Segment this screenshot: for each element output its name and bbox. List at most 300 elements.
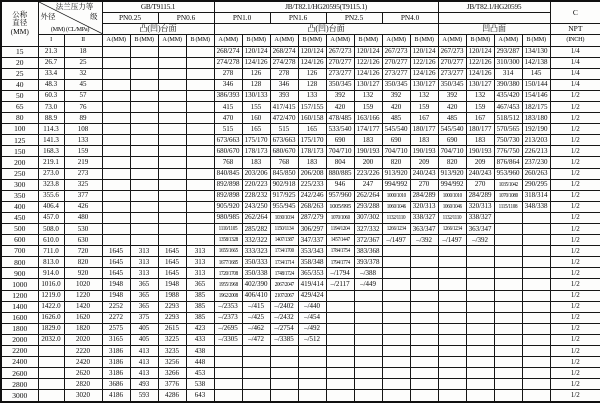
value-cell: 1677/1685 — [214, 257, 242, 268]
value-cell: 593 — [130, 390, 158, 402]
value-cell — [354, 346, 382, 357]
dn-cell: 600 — [1, 235, 38, 246]
value-cell: 1/2 — [550, 157, 600, 168]
value-cell: 610.0 — [38, 235, 64, 246]
value-cell: 270 — [466, 179, 494, 190]
value-cell — [102, 124, 130, 135]
value-cell: 1/4 — [550, 46, 600, 57]
value-cell — [158, 212, 186, 223]
value-cell: –/2353 — [214, 301, 242, 312]
dn-cell: 400 — [1, 201, 38, 212]
jb2-empty-cell — [438, 12, 550, 23]
value-cell: 32 — [64, 68, 102, 79]
table-row — [1, 201, 600, 212]
value-cell: 262/264 — [242, 212, 270, 223]
value-cell: 1/2 — [550, 235, 600, 246]
value-cell: –/440 — [298, 301, 326, 312]
value-cell — [130, 201, 158, 212]
value-cell: 353/343 — [298, 246, 326, 257]
value-cell — [186, 168, 214, 179]
value-cell: 413 — [130, 346, 158, 357]
value-cell: 419/414 — [298, 279, 326, 290]
value-cell: 1000/1010 — [438, 190, 466, 201]
value-cell: 220/223 — [242, 179, 270, 190]
dn-cell: 800 — [1, 257, 38, 268]
value-cell — [242, 368, 270, 379]
dn-cell: 2400 — [1, 357, 38, 368]
value-cell: 1/2 — [550, 246, 600, 257]
value-cell: 134/130 — [522, 46, 550, 57]
subheader-cell: A (MM) — [494, 34, 522, 46]
value-cell: 180/177 — [410, 124, 438, 135]
value-cell: 1794/1774 — [326, 257, 354, 268]
subheader-cell: B (MM) — [354, 34, 382, 46]
value-cell: 1/2 — [550, 201, 600, 212]
table-row — [1, 157, 600, 168]
value-cell: 124/126 — [410, 68, 438, 79]
value-cell: –/472 — [242, 334, 270, 345]
value-cell — [466, 312, 494, 323]
value-cell — [214, 357, 242, 368]
value-cell: 1070/1060 — [326, 212, 354, 223]
value-cell — [38, 346, 64, 357]
table-row — [1, 368, 600, 379]
value-cell: –/2754 — [270, 323, 298, 334]
value-cell — [410, 246, 438, 257]
value-cell — [494, 379, 522, 390]
value-cell: 200 — [354, 157, 382, 168]
value-cell: 178/173 — [298, 146, 326, 157]
value-cell — [130, 190, 158, 201]
value-cell — [102, 68, 130, 79]
dn-cell: 150 — [1, 146, 38, 157]
value-cell: 813.0 — [38, 257, 64, 268]
value-cell: 325 — [64, 179, 102, 190]
value-cell: 3266 — [158, 368, 186, 379]
value-cell — [186, 113, 214, 124]
value-cell: 1/2 — [550, 124, 600, 135]
value-cell — [326, 301, 354, 312]
value-cell — [438, 334, 466, 345]
value-cell: 533/540 — [326, 124, 354, 135]
value-cell — [410, 368, 438, 379]
value-cell: 76 — [64, 101, 102, 112]
value-cell: 433 — [186, 334, 214, 345]
value-cell — [354, 312, 382, 323]
value-cell — [130, 235, 158, 246]
value-cell — [186, 224, 214, 235]
value-cell: 1132/1110 — [438, 212, 466, 223]
value-cell: 313 — [186, 246, 214, 257]
value-cell — [410, 290, 438, 301]
value-cell — [438, 390, 466, 402]
value-cell — [38, 368, 64, 379]
value-cell — [270, 357, 298, 368]
subheader-cell: B (MM) — [410, 34, 438, 46]
value-cell — [466, 379, 494, 390]
subheader-cell: A (MM) — [102, 34, 130, 46]
value-cell — [382, 334, 410, 345]
value-cell: 1420 — [64, 301, 102, 312]
subheader-cell: B (MM) — [466, 34, 494, 46]
value-cell: 120/124 — [354, 46, 382, 57]
value-cell: 457.0 — [38, 212, 64, 223]
value-cell: 268/274 — [214, 46, 242, 57]
value-cell: 2293 — [158, 301, 186, 312]
value-cell: 88.9 — [38, 113, 64, 124]
value-cell — [158, 190, 186, 201]
value-cell — [494, 212, 522, 223]
value-cell: 1115/1108 — [494, 201, 522, 212]
table-row — [1, 79, 600, 90]
value-cell — [410, 312, 438, 323]
value-cell — [382, 246, 410, 257]
value-cell — [354, 379, 382, 390]
value-cell: 1955/1968 — [214, 279, 242, 290]
pn10-header: PN1.0 — [214, 12, 270, 23]
value-cell: 284/289 — [410, 190, 438, 201]
value-cell: 470 — [214, 113, 242, 124]
value-cell: 165 — [242, 124, 270, 135]
table-row — [1, 101, 600, 112]
value-cell: 154/146 — [522, 90, 550, 101]
value-cell — [102, 79, 130, 90]
value-cell — [102, 46, 130, 57]
value-cell: 1/2 — [550, 168, 600, 179]
value-cell: 980/985 — [214, 212, 242, 223]
value-cell — [158, 201, 186, 212]
value-cell: 690 — [326, 135, 354, 146]
value-cell: 386/393 — [214, 90, 242, 101]
table-row — [1, 334, 600, 345]
value-cell: 350/345 — [382, 79, 410, 90]
value-cell: 293/287 — [494, 46, 522, 57]
value-cell: 946 — [326, 179, 354, 190]
value-cell: 1948 — [158, 279, 186, 290]
value-cell — [130, 146, 158, 157]
value-cell: 435/420 — [494, 90, 522, 101]
dn-cell: 15 — [1, 46, 38, 57]
value-cell: 120/124 — [410, 46, 438, 57]
value-cell: 128 — [242, 79, 270, 90]
table-row — [1, 46, 600, 57]
value-cell — [158, 135, 186, 146]
value-cell: 260/263 — [522, 168, 550, 179]
value-cell — [158, 101, 186, 112]
value-cell: 132 — [354, 90, 382, 101]
value-cell: 385 — [186, 301, 214, 312]
value-cell: 680/670 — [214, 146, 242, 157]
table-row — [1, 346, 600, 357]
value-cell: 820 — [382, 157, 410, 168]
dn-cell: 25 — [1, 68, 38, 79]
value-cell: 1/2 — [550, 346, 600, 357]
table-body — [1, 46, 600, 402]
value-cell: 163/166 — [354, 113, 382, 124]
value-cell — [214, 368, 242, 379]
value-cell — [438, 257, 466, 268]
value-cell — [382, 323, 410, 334]
value-cell: 892/898 — [214, 179, 242, 190]
value-cell: –/1794 — [326, 268, 354, 279]
value-cell: –/2695 — [214, 323, 242, 334]
value-cell: 128 — [298, 79, 326, 90]
value-cell: 190/193 — [354, 146, 382, 157]
value-cell — [186, 146, 214, 157]
value-cell — [130, 68, 158, 79]
npt-header: NPT — [550, 23, 600, 34]
value-cell: 332/322 — [242, 235, 270, 246]
value-cell: 363/347 — [466, 224, 494, 235]
value-cell: 130/127 — [410, 79, 438, 90]
value-cell — [102, 179, 130, 190]
value-cell — [494, 334, 522, 345]
value-cell: 45 — [64, 79, 102, 90]
value-cell: 892/898 — [214, 190, 242, 201]
value-cell — [326, 357, 354, 368]
value-cell: 190/193 — [466, 146, 494, 157]
value-cell: 209 — [410, 157, 438, 168]
outer-diameter-label: 外径 — [40, 12, 56, 21]
value-cell: 270/277 — [326, 57, 354, 68]
value-cell — [38, 379, 64, 390]
value-cell: 273/277 — [382, 68, 410, 79]
value-cell: 278 — [214, 68, 242, 79]
value-cell: 240/243 — [466, 168, 494, 179]
value-cell: 2272 — [102, 312, 130, 323]
dn-cell: 700 — [1, 246, 38, 257]
value-cell — [130, 224, 158, 235]
table-row — [1, 379, 600, 390]
value-cell — [410, 301, 438, 312]
value-cell — [186, 235, 214, 246]
value-cell — [494, 257, 522, 268]
value-cell: 429/424 — [298, 290, 326, 301]
value-cell — [354, 334, 382, 345]
value-cell — [410, 379, 438, 390]
value-cell — [130, 101, 158, 112]
value-cell: 905/920 — [214, 201, 242, 212]
value-cell: 1948 — [102, 279, 130, 290]
value-cell: 485 — [438, 113, 466, 124]
value-cell — [522, 379, 550, 390]
value-cell: 159 — [410, 101, 438, 112]
units-label: (MM) (CL/MPa) — [50, 25, 90, 33]
value-cell — [466, 301, 494, 312]
value-cell — [130, 212, 158, 223]
value-cell: –/449 — [354, 279, 382, 290]
value-cell: 955/945 — [270, 201, 298, 212]
value-cell: 167 — [466, 113, 494, 124]
value-cell — [438, 268, 466, 279]
header-row-standards — [1, 1, 600, 12]
value-cell: 1/2 — [550, 257, 600, 268]
value-cell: 704/710 — [438, 146, 466, 157]
value-cell: 89 — [64, 113, 102, 124]
value-cell — [214, 390, 242, 402]
value-cell: 159 — [64, 146, 102, 157]
value-cell: 402/390 — [242, 279, 270, 290]
value-cell: 1/2 — [550, 101, 600, 112]
value-cell — [326, 312, 354, 323]
value-cell: 1645 — [158, 246, 186, 257]
value-cell: 1110/1105 — [214, 224, 242, 235]
value-cell: 3256 — [158, 357, 186, 368]
value-cell — [438, 379, 466, 390]
value-cell: 704/710 — [326, 146, 354, 157]
value-cell: 1150/1134 — [270, 224, 298, 235]
dn-cell: 1200 — [1, 290, 38, 301]
value-cell: 1060/1046 — [438, 201, 466, 212]
value-cell — [270, 368, 298, 379]
value-cell: 26.7 — [38, 57, 64, 68]
value-cell: 953/960 — [494, 168, 522, 179]
value-cell: –/2432 — [270, 312, 298, 323]
value-cell: 1784/1754 — [326, 246, 354, 257]
value-cell — [522, 334, 550, 345]
value-cell: 168.3 — [38, 146, 64, 157]
value-cell: 1/4 — [550, 79, 600, 90]
value-cell — [242, 379, 270, 390]
dn-label-line2: 直径 — [12, 18, 28, 28]
value-cell — [522, 279, 550, 290]
value-cell: 1/2 — [550, 90, 600, 101]
value-cell: 920 — [64, 268, 102, 279]
value-cell: 393 — [270, 90, 298, 101]
value-cell: –/392 — [466, 235, 494, 246]
value-cell — [158, 168, 186, 179]
value-cell — [522, 290, 550, 301]
value-cell — [494, 290, 522, 301]
value-cell — [382, 301, 410, 312]
value-cell: 1/2 — [550, 357, 600, 368]
value-cell: 278 — [270, 68, 298, 79]
dn-cell: 2200 — [1, 346, 38, 357]
value-cell — [466, 390, 494, 402]
value-cell — [410, 257, 438, 268]
value-cell — [438, 290, 466, 301]
table-row — [1, 357, 600, 368]
table-row — [1, 235, 600, 246]
value-cell: 159 — [466, 101, 494, 112]
value-cell: 323.8 — [38, 179, 64, 190]
value-cell: 840/845 — [214, 168, 242, 179]
value-cell — [102, 101, 130, 112]
value-cell: 1/2 — [550, 279, 600, 290]
value-cell: 122/126 — [354, 57, 382, 68]
value-cell: 768 — [214, 157, 242, 168]
value-cell: 673/663 — [214, 135, 242, 146]
value-cell — [494, 279, 522, 290]
value-cell: 1219.0 — [38, 290, 64, 301]
value-cell: 1655/1665 — [214, 246, 242, 257]
value-cell: 365 — [186, 279, 214, 290]
value-cell — [270, 346, 298, 357]
value-cell: 377 — [64, 190, 102, 201]
value-cell: 126 — [298, 68, 326, 79]
value-cell: 493 — [130, 379, 158, 390]
value-cell: 1645 — [158, 257, 186, 268]
subheader-cell: B (MM) — [242, 34, 270, 46]
value-cell: –/392 — [410, 235, 438, 246]
value-cell: –/462 — [242, 323, 270, 334]
dn-cell: 200 — [1, 157, 38, 168]
value-cell — [298, 357, 326, 368]
value-cell: 383/368 — [354, 246, 382, 257]
value-cell: 508.0 — [38, 224, 64, 235]
value-cell — [494, 368, 522, 379]
dn-cell: 2000 — [1, 334, 38, 345]
value-cell: 365 — [130, 279, 158, 290]
subheader-cell: A (MM) — [438, 34, 466, 46]
value-cell: 1/2 — [550, 379, 600, 390]
value-cell — [38, 390, 64, 402]
value-cell: 33.4 — [38, 68, 64, 79]
value-cell: –/2117 — [326, 279, 354, 290]
value-cell: 704/710 — [382, 146, 410, 157]
value-cell — [522, 346, 550, 357]
value-cell: 1030/1034 — [270, 212, 298, 223]
value-cell: 57 — [64, 90, 102, 101]
value-cell: 183 — [354, 135, 382, 146]
value-cell: 480 — [64, 212, 102, 223]
standard-jb1-header: JB/T82.1/HG20595(T9115.1) — [214, 1, 438, 12]
value-cell — [522, 257, 550, 268]
value-cell — [494, 246, 522, 257]
value-cell — [130, 90, 158, 101]
value-cell: 420 — [382, 101, 410, 112]
value-cell: 124/126 — [466, 68, 494, 79]
value-cell: 405 — [130, 334, 158, 345]
value-cell — [186, 157, 214, 168]
value-cell: 120/124 — [298, 46, 326, 57]
dn-cell: 65 — [1, 101, 38, 112]
value-cell: 141.3 — [38, 135, 64, 146]
value-cell: 313 — [130, 246, 158, 257]
value-cell — [494, 346, 522, 357]
value-cell: 150/144 — [522, 79, 550, 90]
value-cell — [522, 268, 550, 279]
value-cell: 338/327 — [410, 212, 438, 223]
value-cell: 157/155 — [298, 101, 326, 112]
value-cell — [326, 390, 354, 402]
value-cell: 1/2 — [550, 190, 600, 201]
value-cell: 124/126 — [242, 57, 270, 68]
value-cell: 3186 — [102, 357, 130, 368]
pn06-header: PN0.6 — [158, 12, 214, 23]
value-cell — [382, 257, 410, 268]
value-cell — [158, 124, 186, 135]
value-cell — [186, 201, 214, 212]
value-cell — [466, 346, 494, 357]
subheader-cell: II — [64, 34, 102, 46]
value-cell — [242, 346, 270, 357]
value-cell: 365 — [130, 290, 158, 301]
value-cell: 285/282 — [242, 224, 270, 235]
dn-cell: 1600 — [1, 312, 38, 323]
value-cell: 1/2 — [550, 135, 600, 146]
value-cell: 290/295 — [522, 179, 550, 190]
value-cell — [438, 246, 466, 257]
value-cell: 175/170 — [242, 135, 270, 146]
value-cell: 270 — [410, 179, 438, 190]
value-cell: 1/2 — [550, 212, 600, 223]
value-cell — [298, 390, 326, 402]
value-cell — [130, 157, 158, 168]
value-cell — [326, 334, 354, 345]
value-cell: 126 — [242, 68, 270, 79]
value-cell — [130, 135, 158, 146]
